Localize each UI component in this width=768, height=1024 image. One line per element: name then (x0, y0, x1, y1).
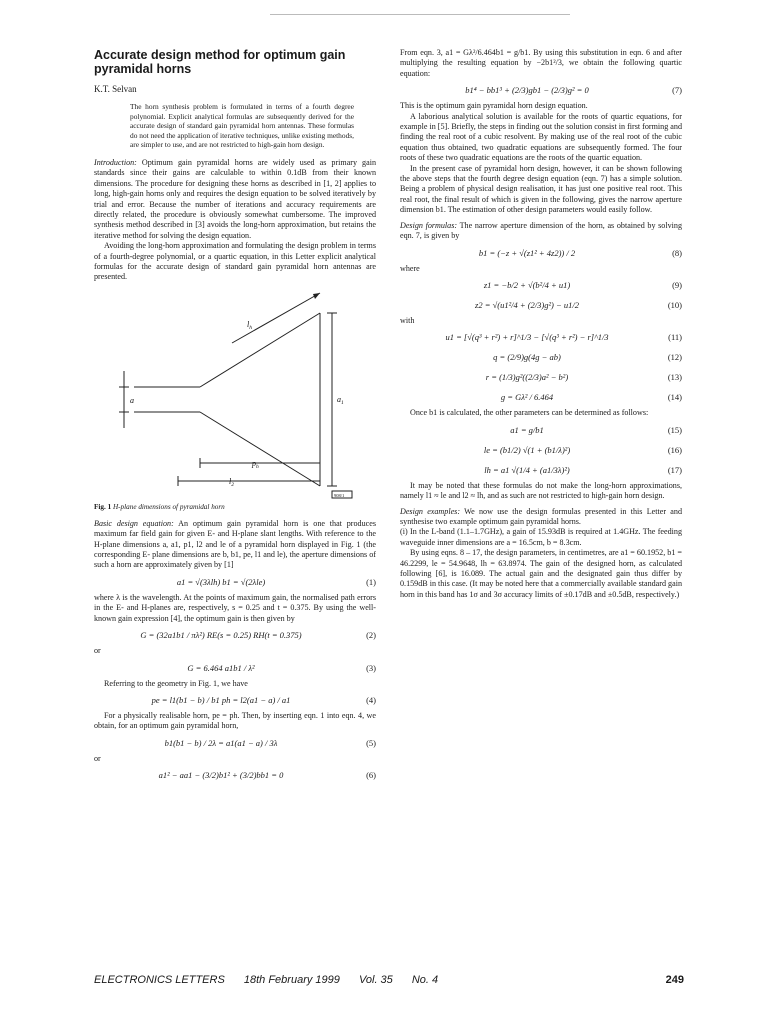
equation-10: z2 = √(u1²/4 + (2/3)g²) − u1/2 (10) (475, 299, 682, 310)
figure-caption (94, 503, 376, 511)
equation-8: b1 = (−z + √(z1² + 4z2)) / 2 (8) (478, 247, 682, 258)
design-formulas-text: The narrow aperture dimension of the horn, as obtained by solving eqn. 7, is given by (400, 220, 682, 241)
basic-text-1: An optimum gain pyramidal horn is one that produces maximum far field gain for given E- and H-plane slant lengths. With reference to the H-plane dimensions a, a1, p1, l2 and le of a pyramidal horn displayed in Fig. 1 (the corresponding E- plane dimensions are b, b1, pe, l1 and le), the aperture dimensions of such a horn are approximately given by [1] (94, 518, 376, 570)
top-rule (270, 14, 570, 15)
right-paragraph-4: In the present case of pyramidal horn design, however, it can be shown following the above steps that the fourth degree design equation (eqn. 7) has a simple solution. Being a problem of physical design realisation, it has just one positive real root. This real root, the final result of which is given in the following, gives the narrow aperture dimension b1. The estimation of other design parameters would easily follow. (400, 163, 682, 215)
examples-text: We now use the design formulas presented in this Letter and synthesise two example optimum gain pyramidal horns. (400, 506, 682, 526)
equation-7: b1⁴ − bb1³ + (2/3)gb1 − (2/3)g² = 0 (7) (465, 85, 682, 96)
abstract: The horn synthesis problem is formulated in terms of a fourth degree polynomial. Explicit analytical formulas are subsequently derived for the accurate design of standard gain pyramidal horn antennas. These formulas do not need the application of iterative techniques, unlike existing methods, are simpler to use, and are not restricted to high-gain horn design. (130, 102, 354, 150)
examples-paragraph-1 (400, 507, 682, 528)
where-label: where (400, 263, 420, 273)
journal-info (94, 974, 438, 986)
basic-paragraph-1 (94, 519, 376, 571)
equation-16: le = (b1/2) √(1 + (b1/λ)²) (16) (483, 444, 682, 455)
page-number: 249 (665, 974, 684, 986)
basic-paragraph-3: Referring to the geometry in Fig. 1, we have (104, 678, 248, 688)
label-lh: $l_h$ (247, 319, 252, 331)
right-paragraph-1: From eqn. 3, a1 = Gλ²/6.464b1 = g/b1. By using this substitution in eqn. 6 and after multiplying the resulting equation by −2b1²/3, we obtain the following quartic equation: (400, 48, 682, 78)
design-formulas-heading: Design formulas: (400, 220, 458, 230)
caption-text: H-plane dimensions of pyramidal horn (112, 502, 225, 511)
journal-name: ELECTRONICS LETTERS (94, 974, 225, 986)
equation-11: u1 = [√(q³ + r²) + r]^1/3 − [√(q³ + r²) − r]^1/3 (11) (445, 332, 682, 343)
volume: Vol. 35 (358, 974, 393, 986)
equation-3: G = 6.464 a1b1 / λ² (3) (187, 662, 376, 673)
basic-paragraph-4: For a physically realisable horn, pe = ph. Then, by inserting eqn. 1 into eqn. 4, we obtain, for an optimum gain pyramidal horn, (94, 710, 376, 731)
intro-text: Optimum gain pyramidal horns are widely used as primary gain standards since their gains are calculable to within 0.1dB from their known dimensions. The procedure for designing these horns as described in [1, 2] applies to long, high-gain horns only and requires the design equation to be solved iteratively by trial and error. Because the number of iterations and accuracy requirements are directly related, the procedure is obviously somewhat cumbersome. The improved synthesis method described in [3] avoids the long-horn approximation, but retains the iterative method for solving the design equation. (94, 157, 376, 240)
issue-number: No. 4 (411, 974, 439, 986)
or-label-1: or (94, 646, 101, 656)
equation-14: g = Gλ² / 6.464 (14) (500, 392, 682, 403)
equation-13: r = (1/3)g²((2/3)a² − b²) (13) (485, 372, 682, 383)
figure-tag: 908/1 (334, 492, 345, 498)
equation-5: b1(b1 − b) / 2λ = a1(a1 − a) / 3λ (5) (164, 737, 376, 748)
page-footer (94, 974, 684, 986)
left-column (94, 48, 376, 786)
issue-date: 18th February 1999 (243, 974, 340, 986)
intro-paragraph-1 (94, 158, 376, 241)
design-formulas-paragraph-1 (400, 221, 682, 242)
with-label: with (400, 315, 415, 325)
design-formulas-paragraph-3: It may be noted that these formulas do not make the long-horn approximations, namely l1 ≈ le and l2 ≈ lh, and as such are not restricted to high-gain horn design. (400, 480, 682, 501)
horn-lower-flare (200, 412, 320, 486)
equation-6: a1² − aa1 − (3/2)b1² + (3/2)bb1 = 0 (6) (158, 770, 376, 781)
caption-number: Fig. 1 (94, 502, 112, 511)
equation-2: G = (32a1b1 / πλ²) RE(s = 0.25) RH(t = 0.375) (2) (140, 630, 376, 641)
equation-12: q = (2/9)g(4g − ab) (12) (493, 352, 682, 363)
right-column (400, 48, 682, 600)
horn-upper-flare (200, 313, 320, 387)
equation-4: pe = l1(b1 − b) / b1 ph = l2(a1 − a) / a1 (4) (151, 694, 376, 705)
examples-paragraph-2: (i) In the L-band (1.1–1.7GHz), a gain of 15.93dB is required at 1.4GHz. The feeding waveguide inner dimensions are a = 16.5cm, b = 8.3cm. (400, 527, 682, 547)
right-paragraph-3: A laborious analytical solution is available for the roots of quartic equations, for example in [5]. Briefly, the steps in finding out the solution consist in first forming and finding the real root of a cubic resolvent. By making use of the real root of the cubic equation thus obtained, two quadratic equations are subsequently formed. The four roots of these two quadratic equations are the roots of the quartic equation. (400, 111, 682, 163)
label-a1: $a_1$ (337, 394, 344, 406)
intro-heading: Introduction: (94, 157, 137, 167)
basic-paragraph-2: where λ is the wavelength. At the points of maximum gain, the normalised path errors in the E- and H-planes are, respectively, s = 0.25 and t = 0.375. By using the well-known gain expression [4], the optimum gain is then given by (94, 592, 376, 623)
equation-17: lh = a1 √(1/4 + (a1/3λ)²) (17) (484, 464, 682, 475)
equation-15: a1 = g/b1 (15) (510, 424, 682, 435)
author: K.T. Selvan (94, 84, 137, 94)
label-l2: $l_2$ (229, 476, 234, 488)
equation-1: a1 = √(3λlh) b1 = √(2λle) (1) (176, 576, 376, 587)
equation-9: z1 = −b/2 + √(b²/4 + u1) (9) (483, 279, 682, 290)
horn-diagram (94, 289, 376, 501)
label-a: a (130, 395, 134, 405)
paper-title: Accurate design method for optimum gain pyramidal horns (94, 48, 346, 76)
figure-1 (94, 289, 376, 501)
examples-heading: Design examples: (400, 506, 461, 516)
examples-paragraph-3: By using eqns. 8 – 17, the design parameters, in centimetres, are a1 = 60.1952, b1 = 46.2299, le = 54.9648, lh = 63.8974. The gain of the designed horn, as calculated following [6], is 16.089. The actual gain and the designated gain thus differ by 0.159dB in this case. (It may be noted here that a commercially available standard gain horn in this band has 1σ and 3σ accuracy limits of ±0.17dB and ±0.5dB, respectively.) (400, 548, 682, 599)
design-formulas-paragraph-2: Once b1 is calculated, the other parameters can be determined as follows: (410, 408, 649, 418)
right-paragraph-2: This is the optimum gain pyramidal horn design equation. (400, 101, 588, 111)
label-ph: $p_h$ (252, 458, 259, 470)
lh-dimension-line (232, 293, 320, 343)
lh-arrowhead (313, 293, 320, 299)
basic-heading: Basic design equation: (94, 518, 174, 528)
intro-paragraph-2: Avoiding the long-horn approximation and formulating the design problem in terms of a fourth-degree polynomial, or a quartic equation, in this Letter explicit analytical formulas for the accurate design of standard gain pyramidal horn antennas are presented. (94, 241, 376, 282)
or-label-2: or (94, 753, 101, 763)
